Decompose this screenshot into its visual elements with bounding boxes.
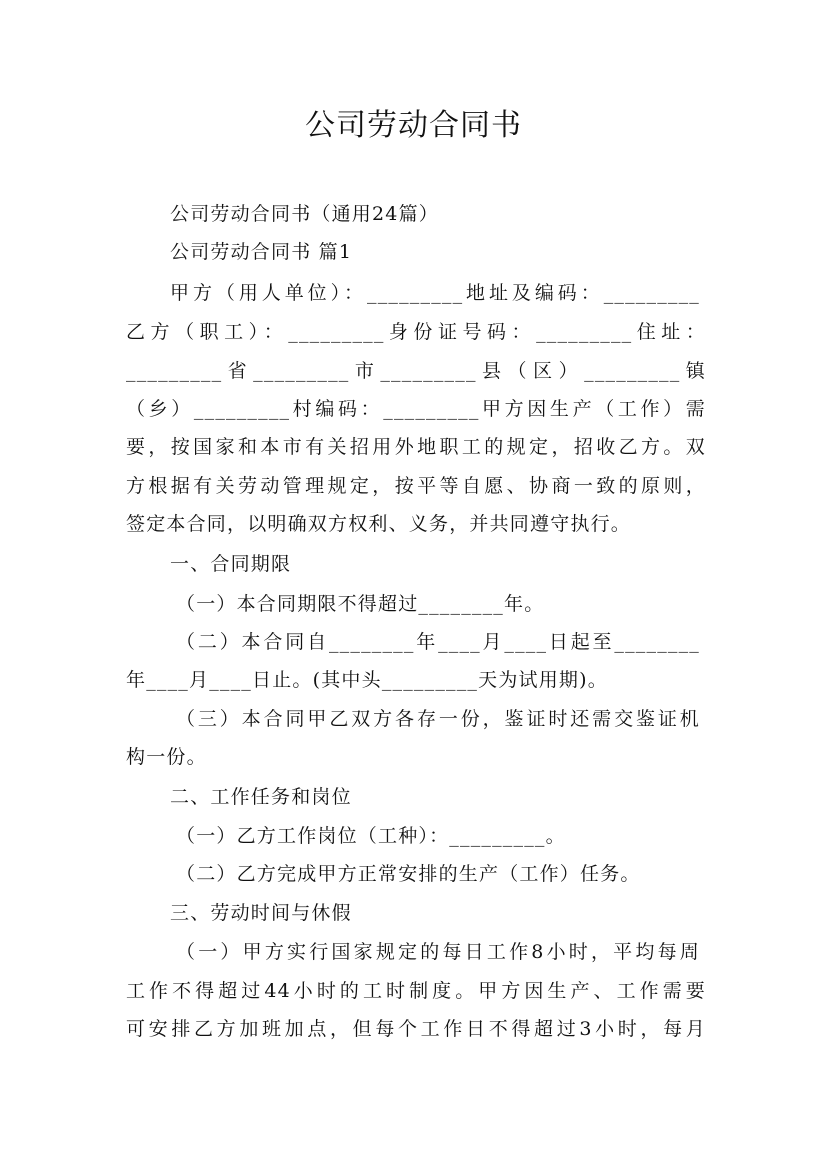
paragraph-line: 签定本合同，以明确双方权利、义务，并共同遵守执行。: [126, 513, 632, 535]
document-title: 公司劳动合同书: [305, 108, 522, 143]
clause-line: 可安排乙方加班加点，但每个工作日不得超过3小时，每月: [126, 1018, 706, 1040]
clause-line: 构一份。: [126, 746, 207, 768]
clause-line: （二）本合同自________年____月____日起至________: [176, 631, 700, 653]
clause-line: （一）甲方实行国家规定的每日工作8小时，平均每周: [176, 941, 700, 963]
clause-line: 工作不得超过44小时的工时制度。甲方因生产、工作需要: [126, 980, 706, 1002]
clause-line: （三）本合同甲乙双方各存一份，鉴证时还需交鉴证机: [176, 708, 700, 730]
clause-line: （一）乙方工作岗位（工种）：_________。: [176, 825, 566, 847]
section-heading: 一、合同期限: [170, 553, 292, 575]
paragraph-line: 要，按国家和本市有关招用外地职工的规定，招收乙方。双: [126, 436, 706, 458]
section-heading: 二、工作任务和岗位: [170, 786, 352, 808]
collection-heading: 公司劳动合同书（通用24篇）: [170, 203, 439, 225]
article-heading: 公司劳动合同书 篇1: [170, 241, 353, 263]
section-heading: 三、劳动时间与休假: [170, 902, 352, 924]
paragraph-line: _________省_________市_________县（区）_________镇: [126, 360, 706, 382]
paragraph-line: （乡）_________村编码：_________甲方因生产（工作）需: [126, 398, 706, 420]
clause-line: 年____月____日止。(其中头_________天为试用期)。: [126, 669, 608, 691]
paragraph-line: 方根据有关劳动管理规定，按平等自愿、协商一致的原则，: [126, 475, 706, 497]
clause-line: （一）本合同期限不得超过________年。: [176, 593, 545, 615]
clause-line: （二）乙方完成甲方正常安排的生产（工作）任务。: [176, 863, 641, 885]
paragraph-line: 甲方（用人单位）：_________地址及编码：_________: [170, 282, 700, 304]
paragraph-line: 乙方（职工）：_________身份证号码：_________住址：: [126, 321, 706, 343]
